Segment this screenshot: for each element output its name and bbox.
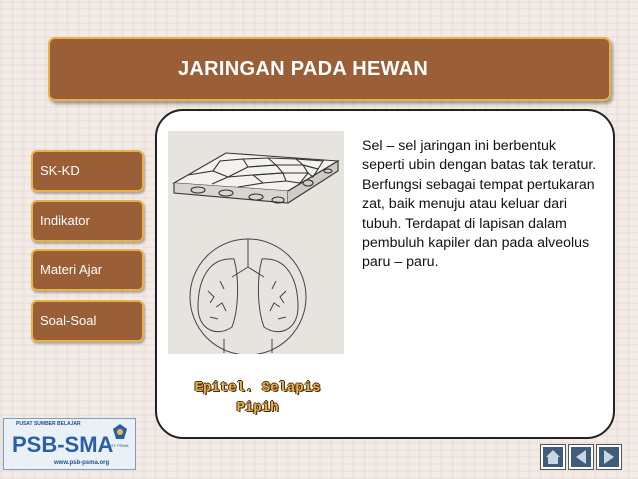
nav-button-soal-soal[interactable]: Soal-Soal <box>31 300 144 342</box>
header-banner <box>48 37 611 101</box>
epithelium-illustration <box>168 131 344 354</box>
figure-caption: Epitel. Selapis Pipih <box>194 380 321 416</box>
description-text: Sel – sel jaringan ini berbentuk seperti ubin dengan batas tak teratur. Berfungsi sebagai tempat pertukaran zat, baik menuju atau keluar dari tubuh. Terdapat di lapisan dalam pembuluh kapiler dan pada alveolus paru – paru. <box>362 138 597 271</box>
previous-button[interactable] <box>568 444 594 470</box>
next-button[interactable] <box>596 444 622 470</box>
logo-top-text: PUSAT SUMBER BELAJAR <box>16 421 81 427</box>
nav-button-sk-kd[interactable]: SK-KD <box>31 150 144 192</box>
next-icon <box>597 445 621 469</box>
emblem-icon <box>112 423 128 441</box>
logo-url: www.psb-psma.org <box>54 460 110 466</box>
nav-button-materi-ajar[interactable]: Materi Ajar <box>31 249 144 291</box>
nav-button-indikator[interactable]: Indikator <box>31 200 144 242</box>
page-title: JARINGAN PADA HEWAN <box>178 58 429 80</box>
logo-dept: DIT. PSMA <box>109 443 129 448</box>
previous-icon <box>569 445 593 469</box>
logo-brand: PSB-SMA <box>12 432 114 457</box>
home-icon <box>541 445 565 469</box>
home-button[interactable] <box>540 444 566 470</box>
psb-sma-logo <box>3 418 136 470</box>
